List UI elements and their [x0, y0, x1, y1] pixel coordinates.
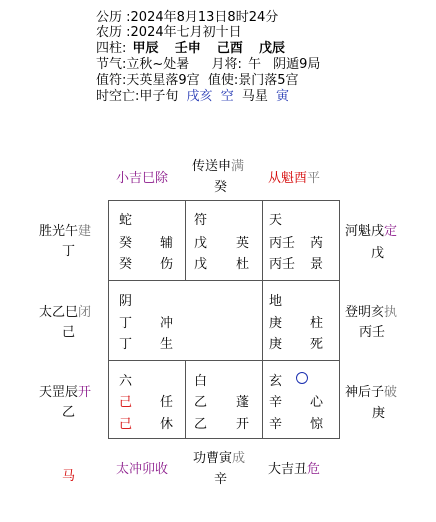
outer-bottom-center: [193, 447, 245, 466]
outer-left-top-general: 胜光午: [39, 224, 79, 239]
outer-left-top-officer: 建: [78, 224, 92, 239]
outer-top-right-officer: 平: [307, 171, 321, 186]
palace-bottom-right-door: 惊: [310, 417, 324, 432]
outer-right-bot: [345, 381, 397, 400]
outer-right-bot-officer: 破: [384, 385, 398, 400]
palace-top-right-door: 景: [310, 257, 324, 272]
outer-left-mid: [39, 301, 91, 320]
void-branches: 戌亥: [186, 89, 213, 104]
horse-value: 寅: [276, 89, 290, 104]
outer-left-bot: [39, 381, 91, 400]
grid-line-mid1: [108, 280, 340, 281]
outer-right-top: [345, 220, 397, 239]
palace-mid-right-door: 死: [310, 337, 324, 352]
palace-bottom-right-star: 心: [310, 395, 324, 410]
palace-top-center-heaven-stem: 戊: [194, 236, 208, 251]
grid-line-top: [108, 200, 340, 201]
solar-term-row: [96, 57, 320, 72]
outer-left-bot-general: 天罡辰: [39, 385, 79, 400]
palace-top-left-heaven-stem: 癸: [119, 236, 133, 251]
palace-bottom-left-heaven-stem: 己: [119, 395, 133, 410]
four-pillars-row: [96, 41, 285, 56]
palace-bottom-center-heaven-stem: 乙: [194, 395, 208, 410]
palace-bottom-right-god: 玄: [269, 374, 283, 389]
palace-mid-right-god: 地: [269, 294, 283, 309]
outer-left-mid-officer: 闭: [78, 305, 92, 320]
outer-bottom-center-general: 功曹寅: [193, 451, 233, 466]
grid-line-v2: [262, 200, 263, 439]
outer-right-top-general: 河魁戌: [345, 224, 385, 239]
solar-value: :2024年8月13日8时24分: [126, 10, 279, 25]
palace-mid-right-earth-stem: 庚: [269, 337, 283, 352]
palace-bottom-center-door: 开: [236, 417, 250, 432]
palace-bottom-right-heaven-stem: 辛: [269, 395, 283, 410]
lunar-label: 农历: [96, 25, 123, 40]
solar-term-value: 立秋~处暑: [126, 57, 190, 72]
outer-bottom-center-stem: 辛: [214, 472, 228, 487]
dun-value: 阴遁9局: [273, 57, 321, 72]
horse-label: 马星: [241, 89, 268, 104]
palace-bottom-left-god: 六: [119, 374, 133, 389]
void-circle-icon: [296, 372, 308, 384]
palace-top-center-god: 符: [194, 213, 208, 228]
grid-line-mid2: [108, 360, 340, 361]
duty-star-value: 天英星落9宫: [126, 73, 200, 88]
void-xun: 甲子旬: [139, 89, 179, 104]
palace-top-left-god: 蛇: [119, 213, 133, 228]
outer-right-bot-general: 神后子: [345, 385, 385, 400]
palace-mid-left-star: 冲: [160, 316, 174, 331]
duty-door-value: 景门落5宫: [238, 73, 299, 88]
grid-line-right: [339, 200, 340, 439]
month-general-value: 午: [247, 57, 261, 72]
outer-top-right-general: 从魁酉: [268, 171, 308, 186]
outer-bottom-left-general: 太冲卯: [116, 462, 156, 477]
palace-bottom-right-earth-stem: 辛: [269, 417, 283, 432]
palace-top-right-god: 天: [269, 213, 283, 228]
palace-top-left-star: 辅: [160, 236, 174, 251]
outer-left-mid-general: 太乙巳: [39, 305, 79, 320]
outer-right-mid: [345, 301, 397, 320]
outer-top-left-general: 小吉巳: [116, 171, 156, 186]
lunar-value: :2024年七月初十日: [126, 25, 242, 40]
outer-bottom-right: [268, 458, 320, 477]
palace-top-right-star: 芮: [310, 236, 324, 251]
outer-right-mid-general: 登明亥: [345, 305, 385, 320]
palace-top-left-earth-stem: 癸: [119, 257, 133, 272]
palace-bottom-center-god: 白: [194, 374, 208, 389]
palace-bottom-left-star: 任: [160, 395, 174, 410]
solar-term-label: 节气:: [96, 57, 127, 72]
void-label: 时空亡:: [96, 89, 140, 104]
palace-mid-right-heaven-stem: 庚: [269, 316, 283, 331]
outer-bottom-right-officer: 危: [307, 462, 321, 477]
pillar-year: 甲辰: [132, 41, 159, 56]
outer-top-center-officer: 满: [231, 159, 245, 174]
duty-row: [96, 73, 298, 88]
grid-line-v1-top: [185, 200, 186, 280]
palace-bottom-left-door: 休: [160, 417, 174, 432]
outer-top-center-general: 传送申: [192, 159, 232, 174]
outer-right-top-officer: 定: [384, 224, 398, 239]
grid-line-v1-bottom: [185, 360, 186, 439]
pillar-day: 己酉: [216, 41, 243, 56]
duty-star-label: 值符:: [96, 73, 127, 88]
palace-mid-left-heaven-stem: 丁: [119, 316, 133, 331]
outer-left-mid-stem: 己: [62, 325, 76, 340]
pillar-month: 壬申: [174, 41, 201, 56]
palace-mid-left-god: 阴: [119, 294, 133, 309]
outer-top-center-stem: 癸: [214, 180, 228, 195]
palace-bottom-center-star: 蓬: [236, 395, 250, 410]
horse-marker: 马: [62, 469, 76, 484]
outer-top-left: [116, 167, 168, 186]
void-kong: 空: [220, 89, 234, 104]
outer-top-left-officer: 除: [155, 171, 169, 186]
void-row: [96, 89, 289, 104]
palace-bottom-left-earth-stem: 己: [119, 417, 133, 432]
outer-bottom-left: [116, 458, 168, 477]
palace-bottom-center-earth-stem: 乙: [194, 417, 208, 432]
palace-top-right-earth-stem: 丙壬: [269, 257, 296, 272]
palace-mid-left-earth-stem: 丁: [119, 337, 133, 352]
palace-top-center-star: 英: [236, 236, 250, 251]
outer-left-bot-stem: 乙: [62, 405, 76, 420]
palace-top-right-heaven-stem: 丙壬: [269, 236, 296, 251]
outer-bottom-right-general: 大吉丑: [268, 462, 308, 477]
palace-top-left-door: 伤: [160, 257, 174, 272]
solar-label: 公历: [96, 10, 123, 25]
outer-right-bot-stem: 庚: [372, 406, 386, 421]
palace-mid-left-door: 生: [160, 337, 174, 352]
outer-left-bot-officer: 开: [78, 385, 92, 400]
outer-top-center: [192, 155, 244, 174]
month-general-label: 月将:: [211, 57, 242, 72]
outer-top-right: [268, 167, 320, 186]
palace-mid-right-star: 柱: [310, 316, 324, 331]
outer-right-mid-stem: 丙壬: [359, 325, 386, 340]
lunar-date-row: [96, 25, 242, 40]
grid-line-left: [108, 200, 109, 439]
solar-date-row: [96, 10, 278, 25]
outer-bottom-left-officer: 收: [155, 462, 169, 477]
outer-left-top-stem: 丁: [62, 244, 76, 259]
pillar-hour: 戊辰: [259, 41, 286, 56]
outer-bottom-center-officer: 成: [232, 451, 246, 466]
outer-right-mid-officer: 执: [384, 305, 398, 320]
duty-door-label: 值使:: [207, 73, 239, 88]
palace-top-center-earth-stem: 戊: [194, 257, 208, 272]
pillars-label: 四柱:: [96, 41, 127, 56]
grid-line-bottom: [108, 438, 340, 439]
outer-right-top-stem: 戊: [371, 246, 385, 261]
palace-top-center-door: 杜: [236, 257, 250, 272]
outer-left-top: [39, 220, 91, 239]
